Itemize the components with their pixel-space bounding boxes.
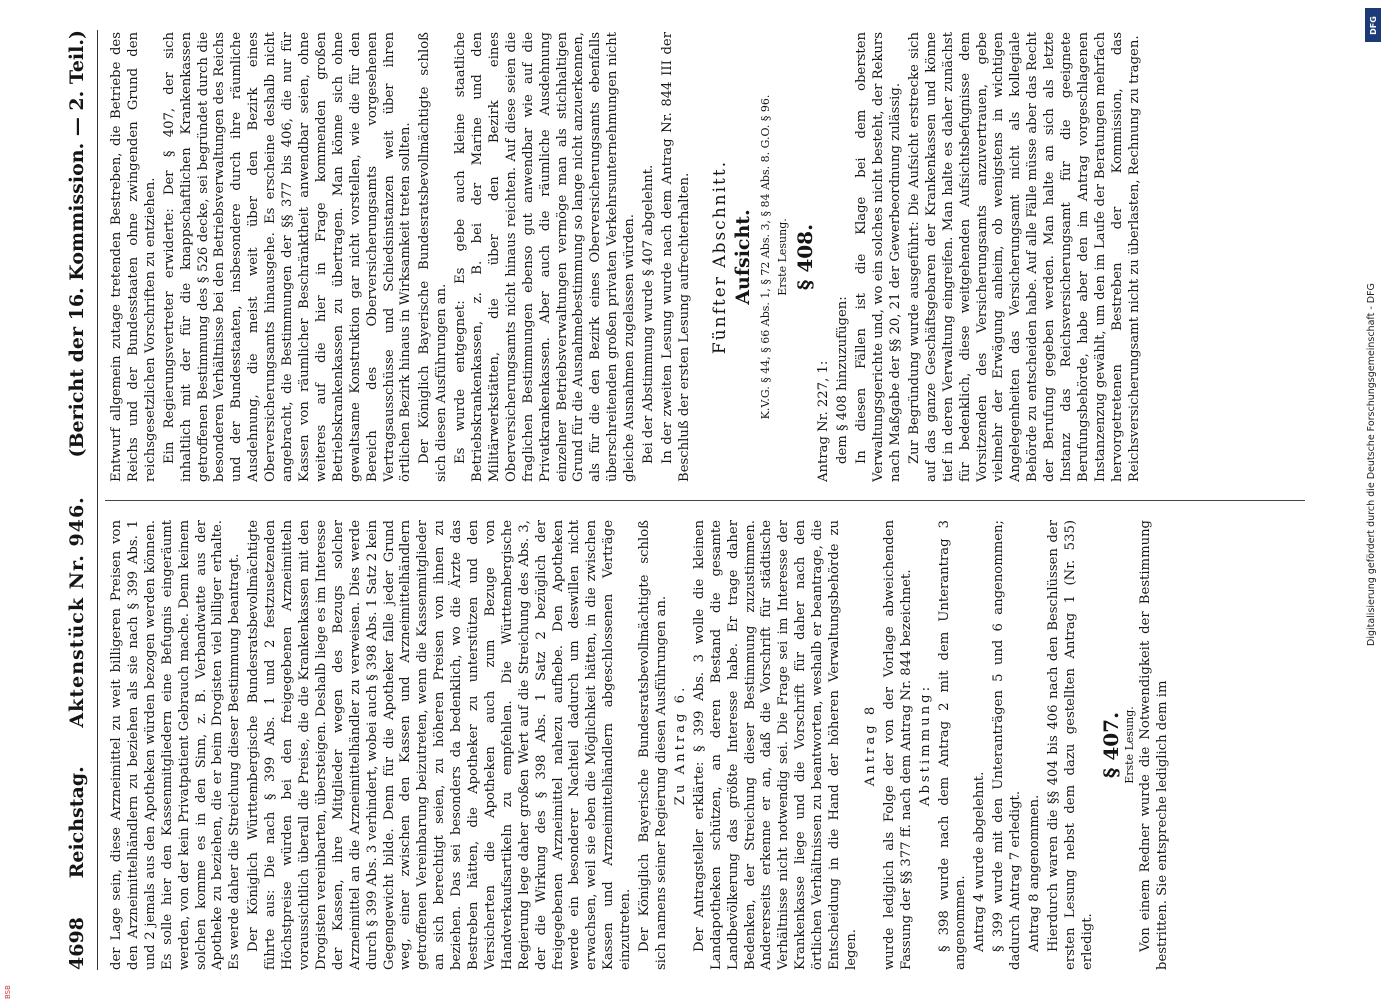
right-column bbox=[109, 32, 1309, 482]
section-subtitle: Aufsicht. bbox=[731, 209, 754, 305]
paragraph: Von einem Redner wurde die Notwendigkeit der Bestimmung bestritten. Sie entspreche lediglich dem im bbox=[1138, 520, 1171, 970]
subheading: Antrag 8 bbox=[862, 703, 878, 787]
vote-item: Antrag 8 angenommen. bbox=[1027, 794, 1043, 952]
motion-text: dem § 408 hinzuzufügen: bbox=[835, 296, 851, 464]
paragraph: Der Königlich Württembergische Bundesratsbevollmächtigte führte aus: Die nach § 399 Abs. 1 und 2 festzusetzenden Höchstpreise würden bei den freigegebenen Arzneimitteln voraussichtlich überall die Preise, die die Krankenkassen mit den Drogisten vereinbarten, übersteigen. Deshalb liege es im Interesse der Kassen, ihre Mitglieder wegen des Bezugs solcher Arzneimittel an die Arzneimittelhändler zu verweisen. Dies werde durch § 399 Abs. 3 verhindert, wobei auch § 398 Abs. 1 Satz 2 kein Gegengewicht bilde. Denn für die Apotheker falle jeder Grund weg, einer zwischen den Kassen und Arzneimittelhändlern getroffenen Vereinbarung beizutreten, wenn die Kassenmitglieder an sich berechtigt seien, zu höheren Preisen von ihnen zu beziehen. Das sei besonders da bedenklich, wo die Ärzte das Bestreben hätten, die Apotheker zu unterstützen und den Versicherten die Apotheken auch zum Bezuge von Handverkaufsartikeln zu empfehlen. Die Württembergische Regierung lege daher großen Wert auf die Streichung des Abs. 3, der die Wirkung des § 398 Abs. 1 Satz 2 bezüglich der freigegebenen Arzneimittel nahezu aufhebe. Den Apotheken werde ein besonderer Nachteil dadurch um deswillen nicht erwachsen, weil sie eben die Möglichkeit hätten, in die zwischen Kassen und Arzneimittelhändlern abgeschlossenen Verträge einzutreten. bbox=[246, 520, 634, 970]
page-number: 4698 bbox=[66, 917, 88, 970]
reading-label: Erste Lesung. bbox=[1122, 706, 1136, 784]
paragraph: der Lage sein, diese Arzneimittel zu weit billigeren Preisen von den Arzneimittelhändlern zu beziehen als sie nach § 399 Abs. 1 und 2 jemals aus den Apotheken würden bezogen werden können. Es solle hier den Kassenmitgliedern eine Befugnis eingeräumt werden, von der kein Privatpatient Gebrauch mache. Denn keinem solchen komme es in den Sinn, z. B. Verbandwatte aus der Apotheke zu beziehen, die er beim Drogisten viel billiger erhalte. Es werde daher die Streichung dieser Bestimmung beantragt. bbox=[109, 520, 243, 970]
bsb-mark: BSB bbox=[4, 985, 12, 999]
paragraph: Der Antragsteller erklärte: § 399 Abs. 3 wolle die kleinen Landapotheken schützen, an deren Bestand die gesamte Landbevölkerung das größte Interesse habe. Er trage daher Bedenken, der Streichung dieser Bestimmung zuzustimmen. Andererseits erkenne er an, daß die Vorschrift für städtische Verhältnisse nicht notwendig sei. Die Frage sei im Interesse der Krankenkasse liege und die Vorschrift für daher nach den örtlichen Verhältnissen zu beantworten, weshalb er beantrage, die Entscheidung in die Hand der höheren Verwaltungsbehörde zu legen. bbox=[691, 520, 859, 970]
vote-item: § 399 wurde mit den Unteranträgen 5 und 6 angenommen; dadurch Antrag 7 erledigt. bbox=[991, 520, 1024, 970]
header-middle: Aktenstück Nr. 946. bbox=[66, 496, 88, 728]
paragraph: Es wurde entgegnet: Es gebe auch kleine staatliche Betriebskrankenkassen, z. B. bei der Marine und den Militärwerkstätten, die über den Bezirk eines Oberversicherungsamts nicht hinaus reichten. Auf diese seien die fraglichen Bestimmungen ebenso gut anwendbar wie auf die Privatkrankenkassen. Aber auch die räumliche Ausdehnung einzelner Betriebsverwaltungen vermöge man als stichhaltigen Grund für die Ausnahmebestimmung so lange nicht anzuerkennen, als für die den Bezirk eines Oberversicherungsamts ebenfalls überschreitenden großen privaten Verkehrsunternehmungen nicht gleiche Ausnahmen zugelassen würden. bbox=[453, 32, 638, 482]
vote-item: Antrag 4 wurde abgelehnt. bbox=[972, 771, 988, 952]
references: K.V.G. § 44, § 66 Abs. 1, § 72 Abs. 3, § 84 Abs. 8. G.O. § 96. bbox=[758, 94, 772, 420]
paragraph: In der zweiten Lesung wurde nach dem Antrag Nr. 844 III der Beschluß der ersten Lesung aufrechterhalten. bbox=[660, 32, 692, 482]
subheading: Abstimmung: bbox=[917, 683, 933, 807]
dfg-logo: DFG bbox=[1365, 8, 1381, 42]
paragraph: Ein Regierungsvertreter erwiderte: Der § 407, der sich inhaltlich mit der für die knappschaftlichen Krankenkassen getroffenen Bestimmung des § 526 decke, sei begründet durch die besonderen Verhältnisse bei den Betriebsverwaltungen des Reichs und der Bundesstaaten, insbesondere durch ihre räumliche Ausdehnung, die meist weit über den Bezirk eines Oberversicherungsamts hinausgehe. Es erscheine deshalb nicht angebracht, die Bestimmungen der §§ 377 bis 406, die nur für Kassen von räumlicher Beschränktheit anwendbar seien, ohne weiteres auf die hier in Frage kommenden großen Betriebskrankenkassen zu übertragen. Man könne sich ohne gewaltsame Konstruktion gar nicht vorstellen, wie die für den Bereich des Oberversicherungsamts vorgesehenen Vertragsausschüsse und Schiedsinstanzen weit über ihren örtlichen Bezirk hinaus in Wirksamkeit treten sollten. bbox=[161, 32, 414, 482]
paragraph: Entwurf allgemein zutage tretenden Bestreben, die Betriebe des Reichs und der Bundesstaaten ohne zwingenden Grund den reichsgesetzlichen Vorschriften zu entziehen. bbox=[109, 32, 158, 482]
vote-item: Hierdurch waren die §§ 404 bis 406 nach den Beschlüssen der ersten Lesung nebst dem dazu gestellten Antrag 1 (Nr. 535) erledigt. bbox=[1045, 520, 1095, 970]
digitization-credit: Digitalisierung gefördert durch die Deutsche Forschungsgemeinschaft - DFG bbox=[1366, 283, 1377, 646]
left-column bbox=[109, 520, 1309, 970]
section-number: § 408. bbox=[793, 223, 818, 291]
section-number: § 407. bbox=[1098, 711, 1123, 779]
reading-label: Erste Lesung. bbox=[775, 218, 789, 296]
paragraph: Zur Begründung wurde ausgeführt: Die Aufsicht erstrecke sich auf das ganze Geschäftsgebaren der Krankenkassen und könne tief in deren Verwaltung eingreifen. Man halte es daher zunächst für bedenklich, diese weitgehenden Aufsichtsbefugnisse dem Vorsitzenden des Versicherungsamts anzuvertrauen, gebe vielmehr der Erwägung anheim, ob wenigstens in wichtigen Angelegenheiten das Versicherungsamt nicht als kollegiale Behörde zu entscheiden habe. Auf alle Fälle müsse aber das Recht der Berufung gegeben werden. Man halte an sich als letzte Instanz das Reichsversicherungsamt für die geeignete Berufungsbehörde, habe aber den im Antrag vorgeschlagenen Instanzenzug gewählt, um den im Laufe der Beratungen mehrfach hervorgetretenen Bestreben der Kommission, das Reichsversicherungsamt nicht zu überlasten, Rechnung zu tragen. bbox=[906, 32, 1142, 482]
paragraph: Bei der Abstimmung wurde § 407 abgelehnt. bbox=[641, 164, 657, 464]
section-title: Fünfter Abschnitt. bbox=[709, 159, 730, 355]
motion-title: Antrag Nr. 227, 1: bbox=[816, 360, 832, 482]
document-page bbox=[57, 30, 1327, 970]
header-right: (Bericht der 16. Kommission. — 2. Teil.) bbox=[66, 30, 88, 458]
paragraph: Der Königlich Bayerische Bundesratsbevollmächtigte schloß sich namens seiner Regierung diesen Ausführungen an. bbox=[637, 520, 669, 970]
paragraph: wurde lediglich als Folge der von der Vorlage abweichenden Fassung der §§ 377 ff. nach dem Antrag Nr. 844 bezeichnet. bbox=[881, 520, 914, 970]
vote-item: § 398 wurde nach dem Antrag 2 mit dem Unterantrag 3 angenommen. bbox=[936, 520, 969, 970]
header-left: Reichstag. bbox=[66, 766, 88, 879]
page-header bbox=[57, 30, 98, 970]
paragraph: Der Königlich Bayerische Bundesratsbevollmächtigte schloß sich diesen Ausführungen an. bbox=[417, 32, 450, 482]
quoted-text: In diesen Fällen ist die Klage bei dem obersten Verwaltungsgerichte und, wo ein solches nicht besteht, der Rekurs nach Maßgabe der §§ 20, 21 der Gewerbeordnung zulässig. bbox=[854, 32, 903, 482]
column-divider bbox=[105, 500, 1305, 501]
subheading: Zu Antrag 6. bbox=[672, 684, 688, 806]
